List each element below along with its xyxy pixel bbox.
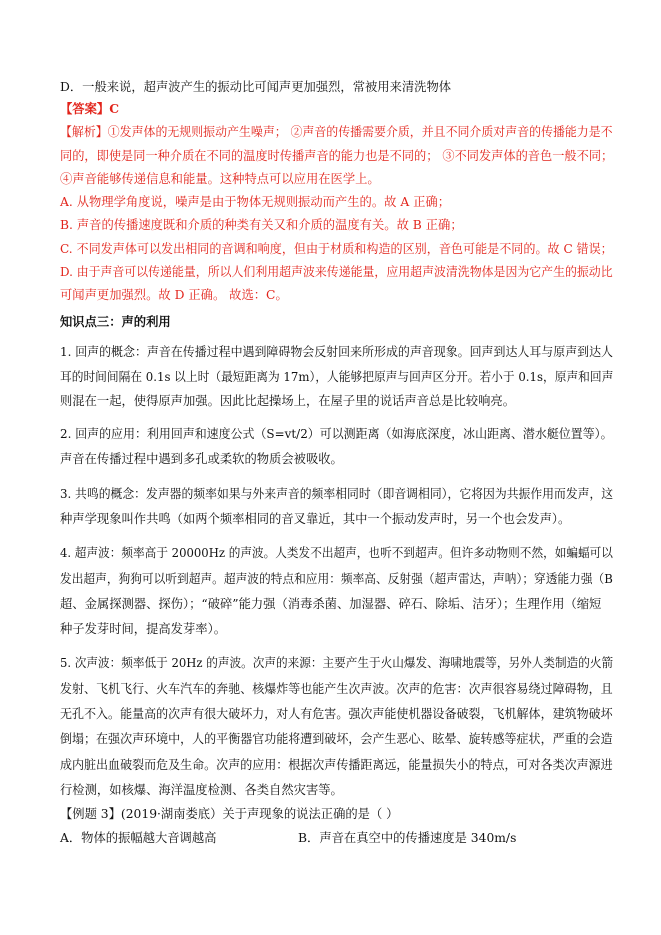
option-d-text: D．一般来说，超声波产生的振动比可闻声更加强烈，常被用来清洗物体 (60, 80, 452, 94)
section-heading: 知识点三：声的利用 (60, 315, 171, 329)
resonance-line: 3. 共鸣的概念：发声器的频率如果与外来声音的频率相同时（即音调相同），它将因为共振作用而发声，这 (60, 487, 614, 501)
infrasound-line: 成内脏出血破裂而危及生命。次声的应用：根据次声传播距离远，能量损失小的特点，可对各类次声源进 (60, 758, 613, 772)
echo-paragraph-line: 则混在一起，使得原声加强。因此比起操场上，在屋子里的说话声音总是比较响亮。 (60, 394, 515, 408)
infrasound-line: 5. 次声波：频率低于 20Hz 的声波。次声的来源：主要产生于火山爆发、海啸地震等，另外人类制造的火箭 (60, 656, 614, 670)
echo-application-line: 声音在传播过程中遇到多孔或柔软的物质会被吸收。 (60, 452, 343, 466)
analysis-line: 同的，即使是同一种介质在不同的温度时传播声音的能力也是不同的； ③不同发声体的音色一般不同； (60, 149, 614, 163)
analysis-line: 【解析】①发声体的无规则振动产生噪声； ②声音的传播需要介质，并且不同介质对声音的传播能力是不 (60, 125, 613, 139)
ultrasound-line: 种子发芽时间，提高发芽率）。 (60, 622, 227, 636)
infrasound-line: 无孔不入。能量高的次声有很大破坏力，对人有危害。强次声能使机器设备破裂，飞机解体，建筑物破坏 (60, 707, 613, 721)
analysis-line: A. 从物理学角度说，噪声是由于物体无规则振动而产生的。故 A 正确； (60, 195, 451, 209)
analysis-line: D. 由于声音可以传递能量，所以人们利用超声波来传递能量，应用超声波清洗物体是因为它产生的振动比 (60, 265, 613, 279)
analysis-line: 可闻声更加强烈。故 D 正确。 故选：C。 (60, 288, 288, 302)
echo-paragraph-line: 耳的时间间隔在 0.1s 以上时（最短距离为 17m），人能够把原声与回声区分开。若小于 0.1s，原声和回声 (60, 370, 614, 384)
answer-label: 【答案】C (60, 101, 119, 116)
ultrasound-line: 超、金属探测器、探伤）；“破碎”能力强（消毒杀菌、加湿器、碎石、除垢、洁牙）；生理作用（缩短 (60, 597, 602, 611)
ultrasound-line: 4. 超声波：频率高于 20000Hz 的声波。人类发不出超声，也听不到超声。但许多动物则不然，如蝙蝠可以 (60, 546, 613, 560)
analysis-line: B. 声音的传播速度既和介质的种类有关又和介质的温度有关。故 B 正确； (60, 218, 463, 232)
resonance-line: 种声学现象叫作共鸣（如两个频率相同的音叉靠近，其中一个振动发声时，另一个也会发声）。 (60, 512, 571, 526)
infrasound-line: 发射、飞机飞行、火车汽车的奔驰、核爆炸等也能产生次声波。次声的危害：次声很容易绕过障碍物，且 (60, 682, 613, 696)
echo-paragraph-line: 1. 回声的概念：声音在传播过程中遇到障碍物会反射回来所形成的声音现象。回声到达人耳与原声到达人 (60, 345, 614, 359)
infrasound-line: 行检测，如核爆、海洋温度检测、各类自然灾害等。 (60, 783, 343, 797)
example-option-b: B．声音在真空中的传播速度是 340m/s (298, 831, 517, 845)
example-option-a: A．物体的振幅越大音调越高 (60, 831, 217, 845)
ultrasound-line: 发出超声，狗狗可以听到超声。超声波的特点和应用：频率高、反射强（超声雷达，声呐）；穿透能力强（B (60, 572, 613, 586)
example-question: 【例题 3】(2019·湖南娄底）关于声现象的说法正确的是（ ） (60, 807, 399, 821)
echo-application-line: 2. 回声的应用：利用回声和速度公式（S=vt/2）可以测距离（如海底深度，冰山距离、潜水艇位置等）。 (60, 427, 613, 441)
infrasound-line: 倒塌；在强次声环境中，人的平衡器官功能将遭到破坏，会产生恶心、眩晕、旋转感等症状，严重的会造 (60, 732, 613, 746)
analysis-line: C. 不同发声体可以发出相同的音调和响度，但由于材质和构造的区别，音色可能是不同的。故 C 错误； (60, 242, 613, 256)
analysis-line: ④声音能够传递信息和能量。这种特点可以应用在医学上。 (60, 172, 380, 186)
